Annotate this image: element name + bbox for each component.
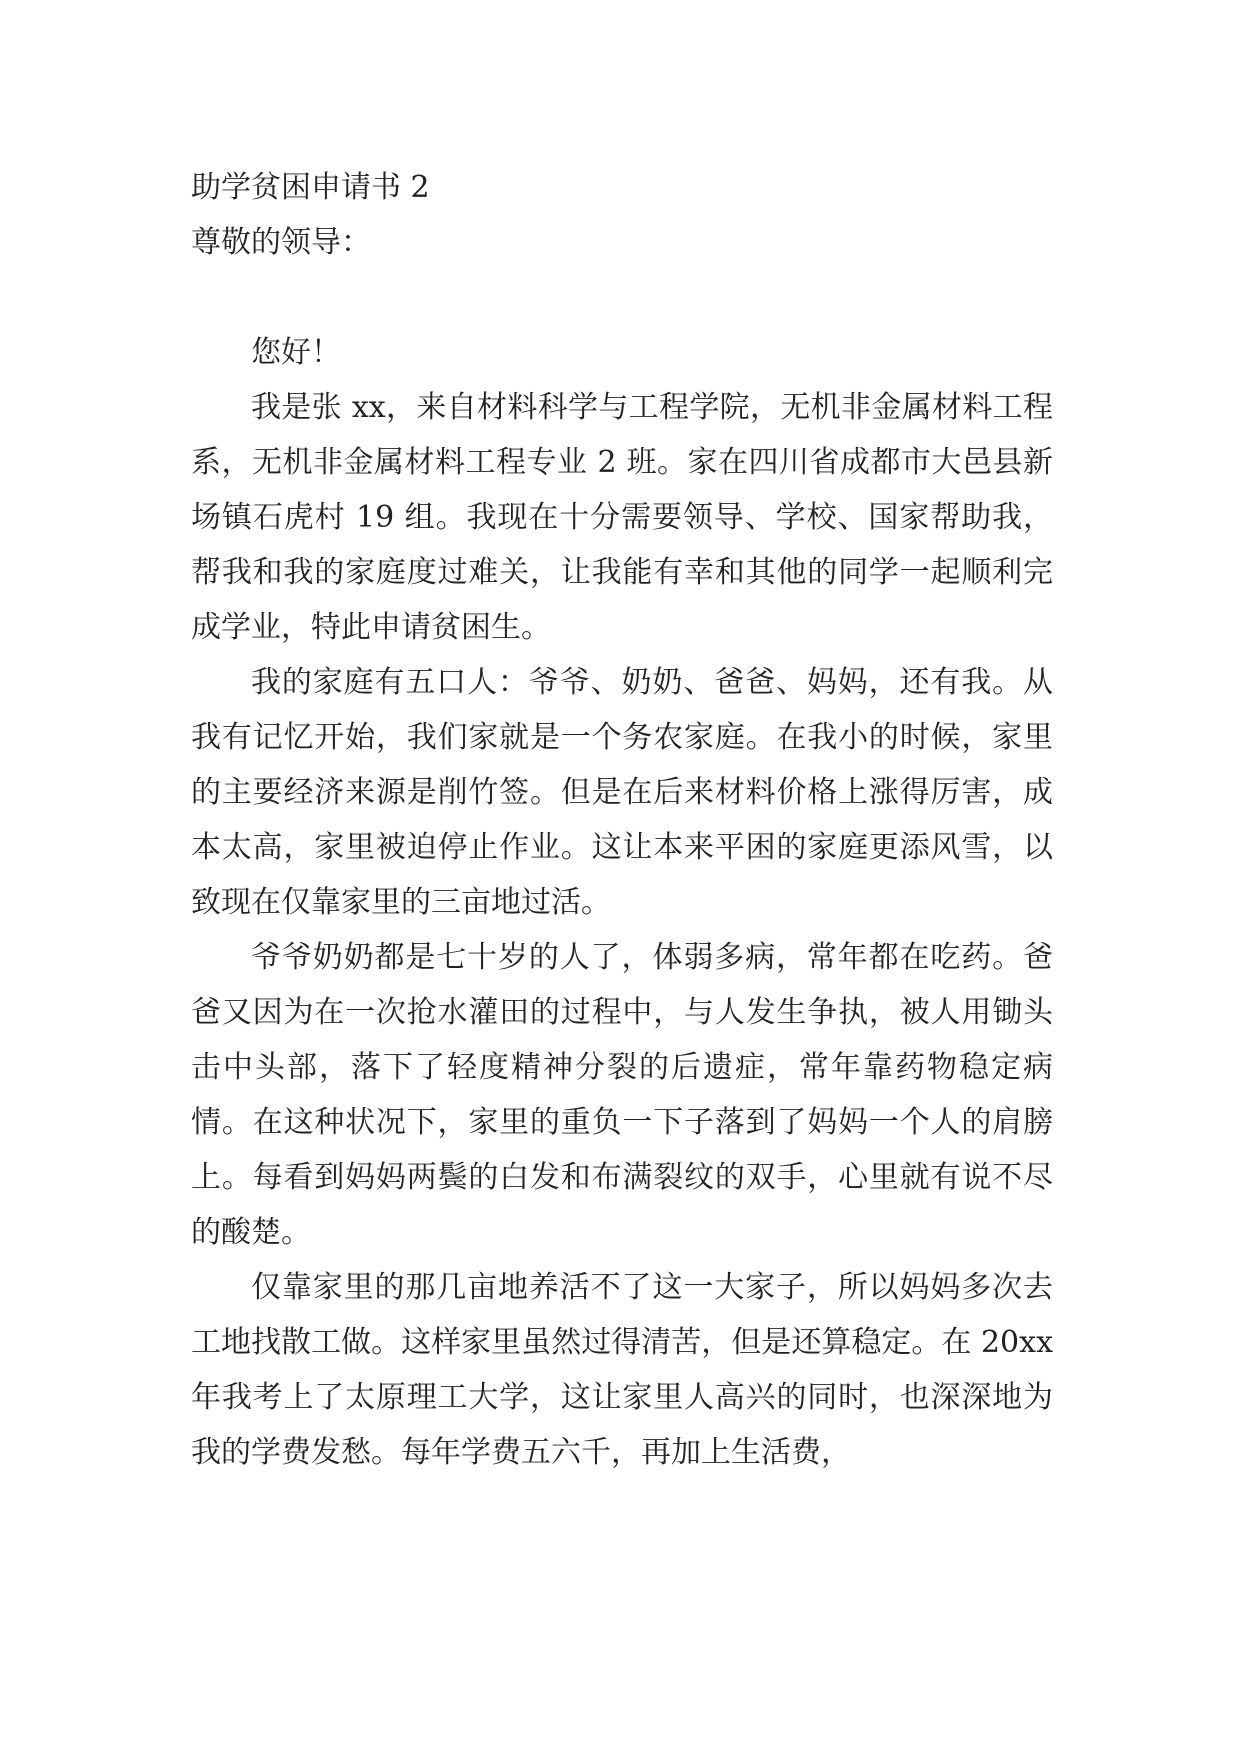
paragraph-family: 我的家庭有五口人：爷爷、奶奶、爸爸、妈妈，还有我。从我有记忆开始，我们家就是一个务农家庭。在我小的时候，家里的主要经济来源是削竹签。但是在后来材料价格上涨得厉害，成本太高，家里被迫停止作业。这让本来平困的家庭更添风雪，以致现在仅靠家里的三亩地过活。 (191, 665, 1053, 920)
document-body (191, 160, 1053, 1480)
paragraph-tuition: 仅靠家里的那几亩地养活不了这一大家子，所以妈妈多次去工地找散工做。这样家里虽然过得清苦，但是还算稳定。在 20xx 年我考上了太原理工大学，这让家里人高兴的同时，也深深地为我的学费发愁。每年学费五六千，再加上生活费， (191, 1270, 1053, 1470)
salutation: 尊敬的领导： (191, 225, 371, 260)
paragraph-health: 爷爷奶奶都是七十岁的人了，体弱多病，常年都在吃药。爸爸又因为在一次抢水灌田的过程中，与人发生争执，被人用锄头击中头部，落下了轻度精神分裂的后遗症，常年靠药物稳定病情。在这种状况下，家里的重负一下子落到了妈妈一个人的肩膀上。每看到妈妈两鬓的白发和布满裂纹的双手，心里就有说不尽的酸楚。 (191, 940, 1053, 1250)
greeting: 您好！ (251, 335, 341, 370)
document-title: 助学贫困申请书 2 (191, 170, 430, 205)
paragraph-introduction: 我是张 xx，来自材料科学与工程学院，无机非金属材料工程系，无机非金属材料工程专业 2 班。家在四川省成都市大邑县新场镇石虎村 19 组。我现在十分需要领导、学校、国家帮助我，帮我和我的家庭度过难关，让我能有幸和其他的同学一起顺利完成学业，特此申请贫困生。 (191, 390, 1053, 645)
